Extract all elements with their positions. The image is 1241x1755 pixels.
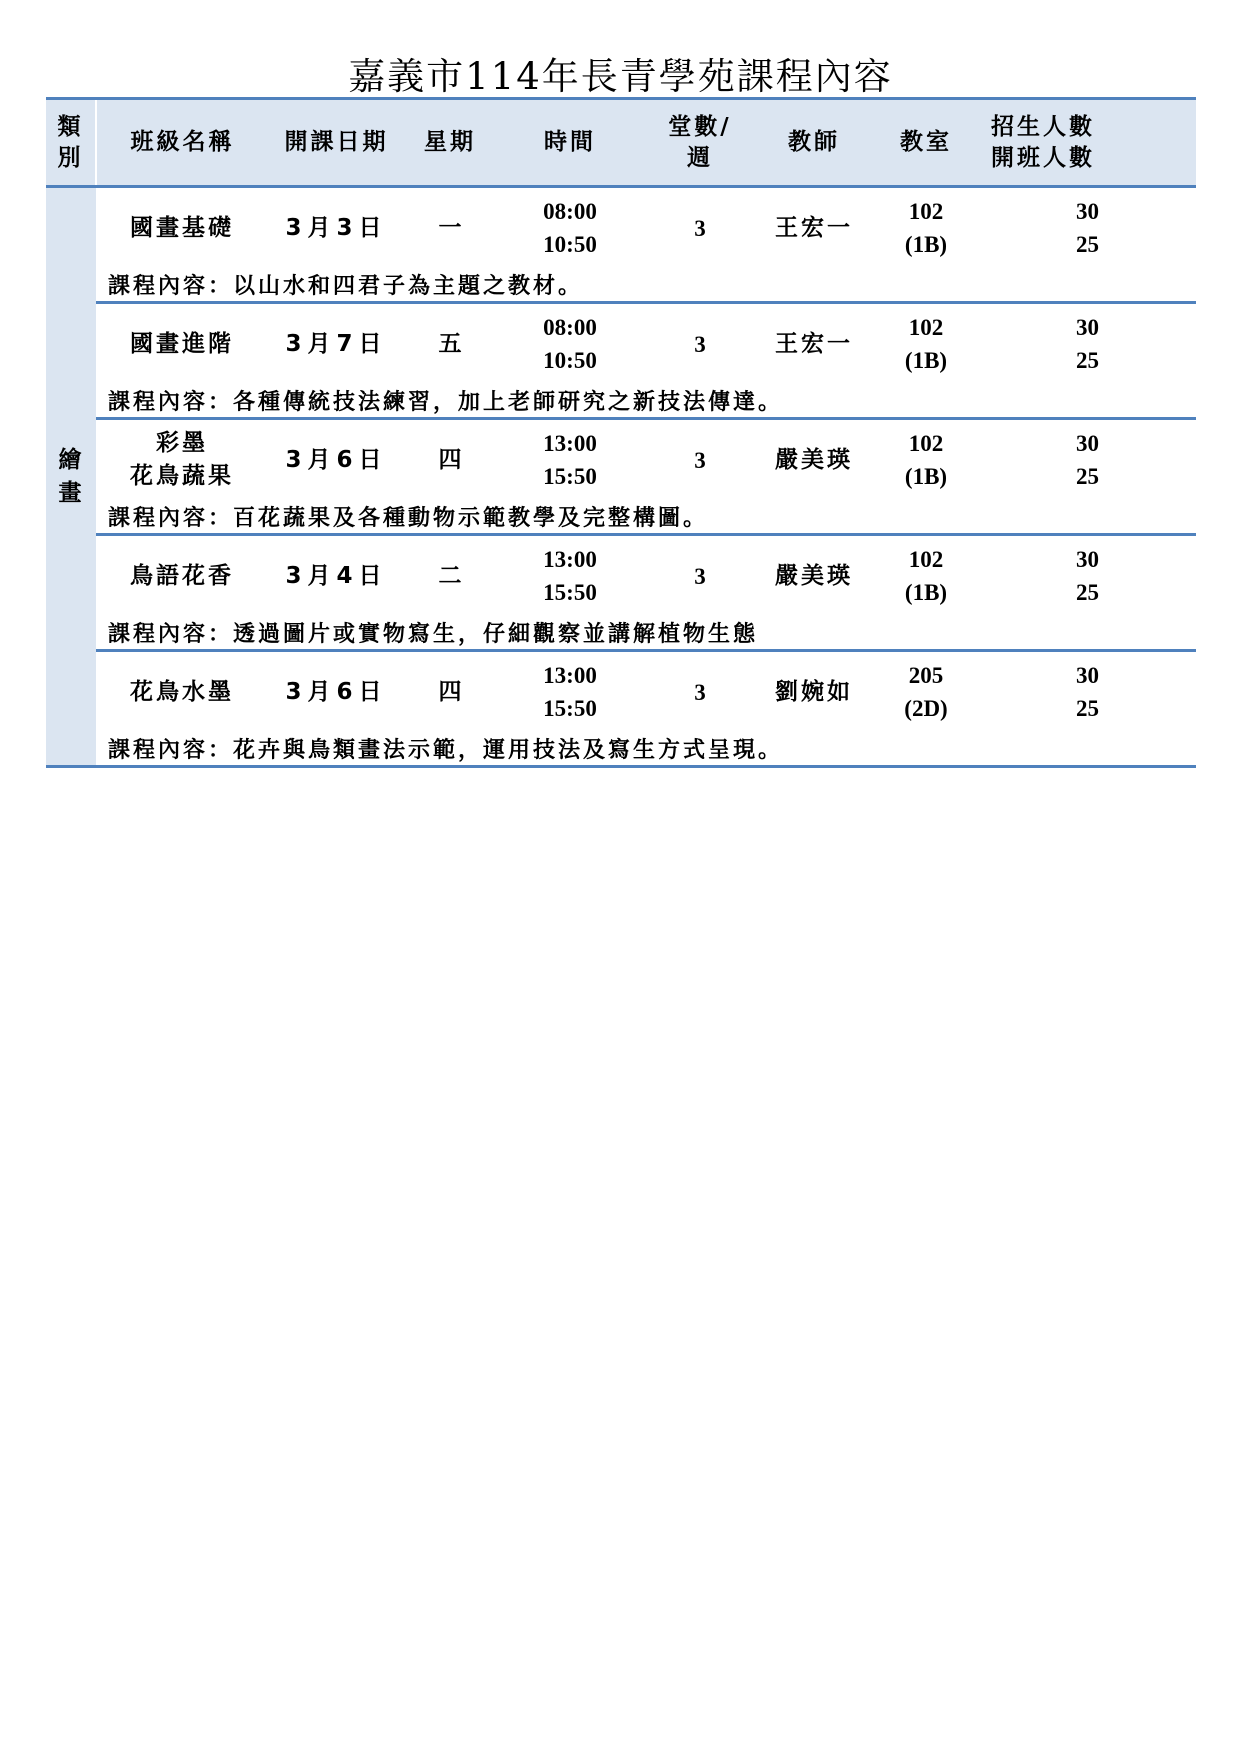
enrollment: 30 25 [1076, 547, 1099, 605]
sessions-per-week: 3 [694, 215, 706, 241]
teacher: 王宏一 [775, 214, 853, 241]
category-cell: 繪 畫 [46, 187, 96, 767]
class-time: 13:00 15:50 [543, 663, 597, 721]
sessions-per-week: 3 [694, 563, 706, 589]
course-rows [46, 187, 1196, 767]
enrollment: 30 25 [1076, 199, 1099, 257]
start-date: 3月6日 [285, 678, 388, 705]
class-time: 08:00 10:50 [543, 315, 597, 373]
course-content: 課程內容：花卉與鳥類畫法示範，運用技法及寫生方式呈現。 [96, 732, 1196, 767]
header-enrollment: 招生人數 開班人數 [979, 99, 1196, 187]
teacher: 嚴美瑛 [775, 446, 853, 473]
class-time: 08:00 10:50 [543, 199, 597, 257]
teacher: 王宏一 [775, 330, 853, 357]
weekday: 四 [438, 446, 462, 473]
start-date: 3月4日 [285, 562, 388, 589]
classroom: 205 (2D) [904, 663, 948, 721]
header-weekday: 星期 [405, 99, 495, 187]
course-content: 課程內容：百花蔬果及各種動物示範教學及完整構圖。 [96, 500, 1196, 535]
teacher: 嚴美瑛 [775, 562, 853, 589]
weekday: 四 [438, 678, 462, 705]
teacher: 劉婉如 [775, 678, 853, 705]
class-time: 13:00 15:50 [543, 431, 597, 489]
class-time: 13:00 15:50 [543, 547, 597, 605]
table-row [46, 419, 1196, 501]
course-content-row [46, 616, 1196, 651]
class-name: 國畫進階 [130, 330, 234, 357]
header-category: 類 別 [46, 99, 96, 187]
table-row [46, 303, 1196, 385]
classroom: 102 (1B) [904, 547, 948, 605]
header-time: 時間 [495, 99, 645, 187]
course-content-row [46, 384, 1196, 419]
sessions-per-week: 3 [694, 331, 706, 357]
header-start-date: 開課日期 [268, 99, 405, 187]
classroom: 102 (1B) [904, 315, 948, 373]
table-row [46, 535, 1196, 617]
classroom: 102 (1B) [904, 199, 948, 257]
enrollment: 30 25 [1076, 663, 1099, 721]
weekday: 二 [438, 562, 462, 589]
enrollment: 30 25 [1076, 315, 1099, 373]
table-header-row [46, 99, 1196, 187]
header-class-name: 班級名稱 [96, 99, 268, 187]
enrollment: 30 25 [1076, 431, 1099, 489]
course-table [46, 97, 1196, 768]
class-name: 鳥語花香 [130, 562, 234, 589]
page-title: 嘉義市114年長青學苑課程內容 [348, 55, 893, 98]
start-date: 3月3日 [285, 214, 388, 241]
header-sessions: 堂數/ 週 [645, 99, 755, 187]
classroom: 102 (1B) [904, 431, 948, 489]
class-name: 國畫基礎 [130, 214, 234, 241]
start-date: 3月7日 [285, 330, 388, 357]
start-date: 3月6日 [285, 446, 388, 473]
course-content: 課程內容：以山水和四君子為主題之教材。 [96, 268, 1196, 303]
course-content: 課程內容：各種傳統技法練習，加上老師研究之新技法傳達。 [96, 384, 1196, 419]
course-content-row [46, 500, 1196, 535]
class-name: 花鳥水墨 [130, 678, 234, 705]
course-content-row [46, 732, 1196, 767]
table-row [46, 187, 1196, 269]
table-row [46, 651, 1196, 733]
weekday: 一 [438, 214, 462, 241]
header-teacher: 教師 [755, 99, 873, 187]
header-classroom: 教室 [873, 99, 979, 187]
sessions-per-week: 3 [694, 679, 706, 705]
course-content-row [46, 268, 1196, 303]
class-name: 彩墨 花鳥蔬果 [130, 430, 234, 489]
sessions-per-week: 3 [694, 447, 706, 473]
course-content: 課程內容：透過圖片或實物寫生，仔細觀察並講解植物生態 [96, 616, 1196, 651]
weekday: 五 [438, 330, 462, 357]
